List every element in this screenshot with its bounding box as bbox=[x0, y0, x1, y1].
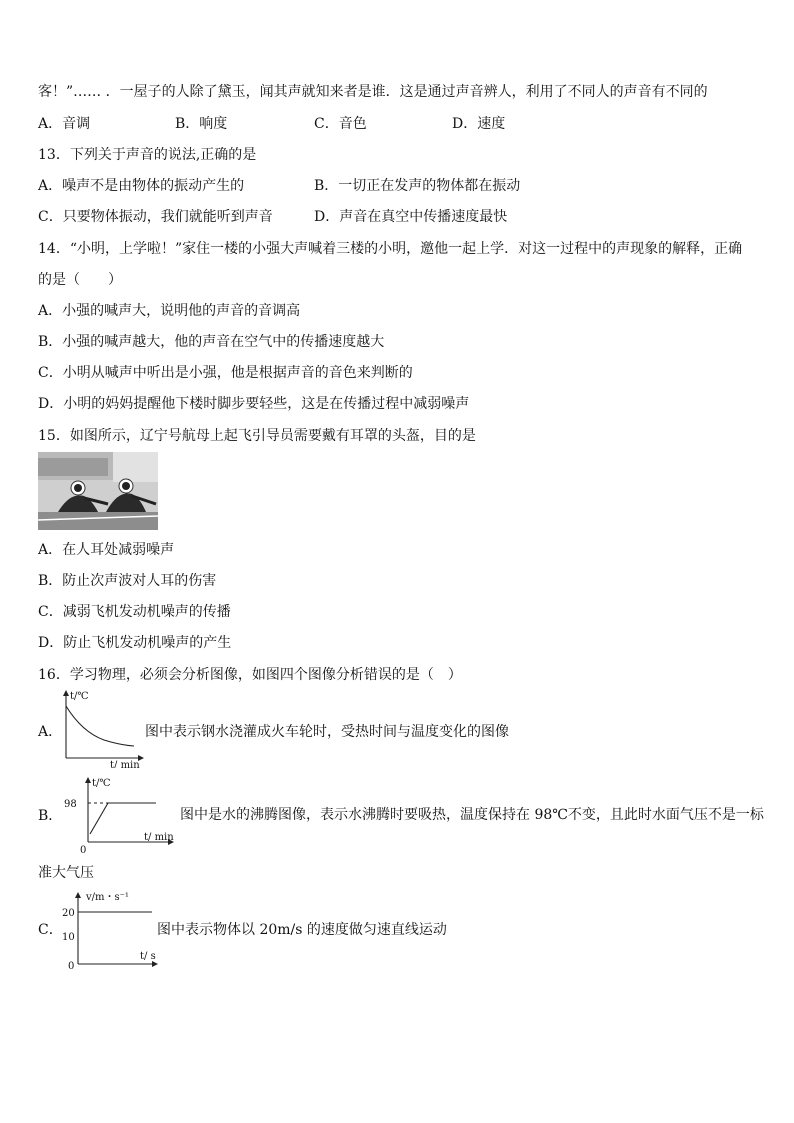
q16-option-c-text: 图中表示物体以 20m/s 的速度做匀速直线运动 bbox=[157, 922, 447, 938]
graph-c-xlabel: t/ s bbox=[140, 951, 156, 962]
q13-stem: 13．下列关于声音的说法,正确的是 bbox=[38, 147, 257, 163]
q13-option-b: B．一切正在发声的物体都在振动 bbox=[314, 178, 521, 194]
q16-option-c-label: C． bbox=[38, 922, 63, 938]
q12-option-b: B．响度 bbox=[175, 116, 228, 132]
q12-option-c: C．音色 bbox=[314, 116, 367, 132]
aircraft-carrier-photo bbox=[38, 452, 158, 530]
q12-option-a: A．音调 bbox=[38, 116, 91, 132]
q13-option-d: D．声音在真空中传播速度最快 bbox=[314, 209, 508, 225]
q16-option-a-label: A． bbox=[38, 724, 63, 740]
intro-line: 客！”…… ．一屋子的人除了黛玉，闻其声就知来者是谁．这是通过声音辨人，利用了不同人的声音有不同的 bbox=[38, 84, 708, 100]
q15-option-a: A．在人耳处减弱噪声 bbox=[38, 542, 175, 558]
q16-option-a-text: 图中表示钢水浇灌成火车轮时，受热时间与温度变化的图像 bbox=[145, 724, 509, 740]
graph-b-tick-98: 98 bbox=[64, 799, 77, 810]
graph-b-xlabel: t/ min bbox=[144, 832, 174, 843]
graph-a-ylabel: t/℃ bbox=[70, 691, 89, 702]
graph-a-cooling-curve bbox=[58, 688, 148, 768]
graph-c-tick-10: 10 bbox=[62, 932, 75, 943]
q14-option-d: D．小明的妈妈提醒他下楼时脚步要轻些，这是在传播过程中减弱噪声 bbox=[38, 396, 470, 412]
graph-b-origin: 0 bbox=[80, 845, 87, 854]
q15-option-c: C．减弱飞机发动机噪声的传播 bbox=[38, 604, 231, 620]
q16-stem: 16．学习物理，必须会分析图像，如图四个图像分析错误的是（ ） bbox=[38, 667, 462, 683]
graph-c-origin: 0 bbox=[68, 961, 75, 971]
graph-c-tick-20: 20 bbox=[62, 908, 75, 919]
graph-c-ylabel: v/m・s⁻¹ bbox=[86, 892, 129, 903]
q14-option-b: B．小强的喊声越大，他的声音在空气中的传播速度越大 bbox=[38, 334, 385, 350]
graph-b-ylabel: t/℃ bbox=[92, 778, 111, 789]
q13-option-c: C．只要物体振动，我们就能听到声音 bbox=[38, 209, 273, 225]
q14-stem-line2: 的是（ ） bbox=[38, 272, 122, 288]
graph-c-velocity-graph bbox=[60, 889, 160, 971]
q16-option-b-text: 图中是水的沸腾图像，表示水沸腾时要吸热，温度保持在 98℃不变，且此时水面气压不是一标 bbox=[180, 807, 764, 823]
q13-option-a: A．噪声不是由物体的振动产生的 bbox=[38, 178, 245, 194]
q15-option-d: D．防止飞机发动机噪声的产生 bbox=[38, 635, 232, 651]
q16-option-b-label: B． bbox=[38, 808, 63, 824]
q16-option-b-text-cont: 准大气压 bbox=[38, 865, 94, 881]
q14-option-c: C．小明从喊声中听出是小强，他是根据声音的音色来判断的 bbox=[38, 365, 413, 381]
q15-stem: 15．如图所示，辽宁号航母上起飞引导员需要戴有耳罩的头盔，目的是 bbox=[38, 428, 476, 444]
graph-b-boiling-curve bbox=[62, 774, 180, 854]
q12-option-d: D．速度 bbox=[452, 116, 506, 132]
q14-stem-line1: 14．“小明，上学啦！”家住一楼的小强大声喊着三楼的小明，邀他一起上学．对这一过程中的声现象的解释，正确 bbox=[38, 241, 743, 257]
q14-option-a: A．小强的喊声大，说明他的声音的音调高 bbox=[38, 303, 301, 319]
q15-option-b: B．防止次声波对人耳的伤害 bbox=[38, 573, 217, 589]
graph-a-xlabel: t/ min bbox=[110, 760, 140, 768]
